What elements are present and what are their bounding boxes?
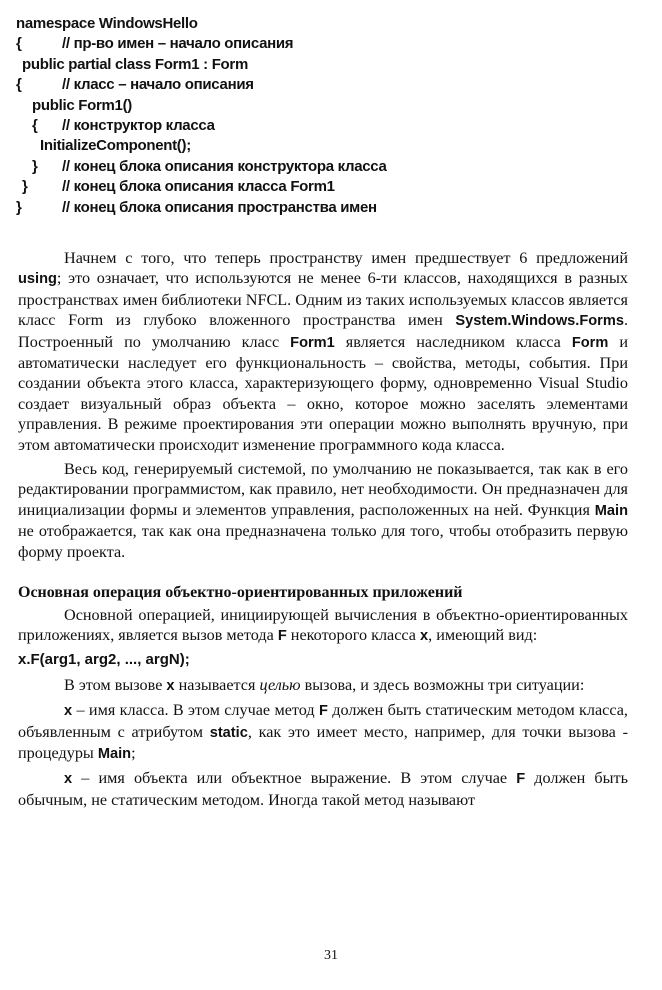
code-line (16, 136, 636, 156)
code-text: { (16, 35, 22, 53)
keyword-x: x (64, 771, 73, 788)
code-text: } (32, 157, 38, 175)
keyword-form: Form (571, 334, 609, 351)
keyword-static: static (209, 724, 248, 741)
paragraph-method-call: Основной операцией, инициирующей вычисления в объектно-ориентированных приложениях, является вызов метода F некоторого класса x, имеющий вид: (18, 605, 628, 644)
code-comment: // конец блока описания пространства имен (62, 198, 377, 216)
section-heading: Основная операция объектно-ориентированных приложений (18, 584, 463, 602)
code-line (16, 96, 636, 116)
code-comment: // пр-во имен – начало описания (62, 35, 294, 53)
code-text: namespace WindowsHello (16, 15, 198, 32)
emphasis-target: целью (259, 675, 301, 694)
keyword-f: F (318, 703, 328, 720)
paragraph-call-target: В этом вызове x называется целью вызова, и здесь возможны три ситуации: (64, 675, 585, 694)
code-comment: // конец блока описания конструктора класса (62, 157, 387, 175)
page-number: 31 (324, 948, 338, 963)
code-text: InitializeComponent(); (40, 137, 191, 155)
code-text: public Form1() (32, 96, 132, 114)
keyword-form1: Form1 (290, 334, 335, 351)
code-line (16, 157, 636, 177)
code-text: public partial class Form1 : Form (22, 55, 248, 73)
code-line (16, 14, 636, 34)
body-text (18, 248, 628, 810)
keyword-main: Main (594, 502, 628, 519)
keyword-f: F (277, 627, 287, 644)
code-line (16, 34, 636, 54)
code-listing (16, 14, 636, 218)
paragraph-case-object: x – имя объекта или объектное выражение. В этом случае F должен быть обычным, не статическим методом. Иногда такой метод называют (18, 769, 628, 809)
code-line (16, 55, 636, 75)
keyword-x: x (166, 677, 175, 694)
code-text: } (16, 198, 22, 216)
code-comment: // конец блока описания класса Form1 (62, 178, 335, 196)
keyword-f: F (516, 771, 526, 788)
keyword-x: x (64, 703, 73, 720)
keyword-using: using (18, 271, 57, 288)
paragraph-generated-code: Весь код, генерируемый системой, по умолчанию не показывается, так как в его редактировании программистом, как правило, нет необходимости. Он предназначен для инициализации формы и элементов управления, расположенных на ней. Функция Main не отображается, так как она предназначена только для того, чтобы отобразить первую форму проекта. (18, 460, 628, 561)
code-text: { (16, 76, 22, 94)
code-line (16, 198, 636, 218)
keyword-x: x (420, 627, 429, 644)
code-text: } (22, 178, 28, 196)
code-text: { (32, 116, 38, 134)
code-line (16, 177, 636, 197)
code-comment: // конструктор класса (62, 116, 215, 134)
call-formula: x.F(arg1, arg2, ..., argN); (18, 651, 190, 669)
code-line (16, 116, 636, 136)
paragraph-namespace-explanation: Начнем с того, что теперь пространству имен предшествует 6 предложений using; это означает, что используются не менее 6-ти классов, находящихся в разных пространствах имен библиотеки NFCL. Одним из таких используемых классов является класс Form из глубоко вложенного пространства имен System.Windows.Forms. Построенный по умолчанию класс Form1 является наследником класса Form и автоматически наследует его функциональность – свойства, методы, события. При создании объекта этого класса, характеризующего форму, одновременно Visual Studio создает визуальный образ объекта – окно, которое можно заселять элементами управления. В режиме проектирования эти операции можно выполнять вручную, при этом автоматически происходит изменение программного кода класса. (18, 249, 628, 454)
keyword-system-windows-forms: System.Windows.Forms (455, 313, 624, 330)
code-comment: // класс – начало описания (62, 76, 254, 94)
paragraph-case-class: x – имя класса. В этом случае метод F должен быть статическим методом класса, объявленным с атрибутом static, как это имеет место, например, для точки вызова - процедуры Main; (18, 701, 628, 762)
code-line (16, 75, 636, 95)
keyword-main: Main (97, 745, 132, 762)
